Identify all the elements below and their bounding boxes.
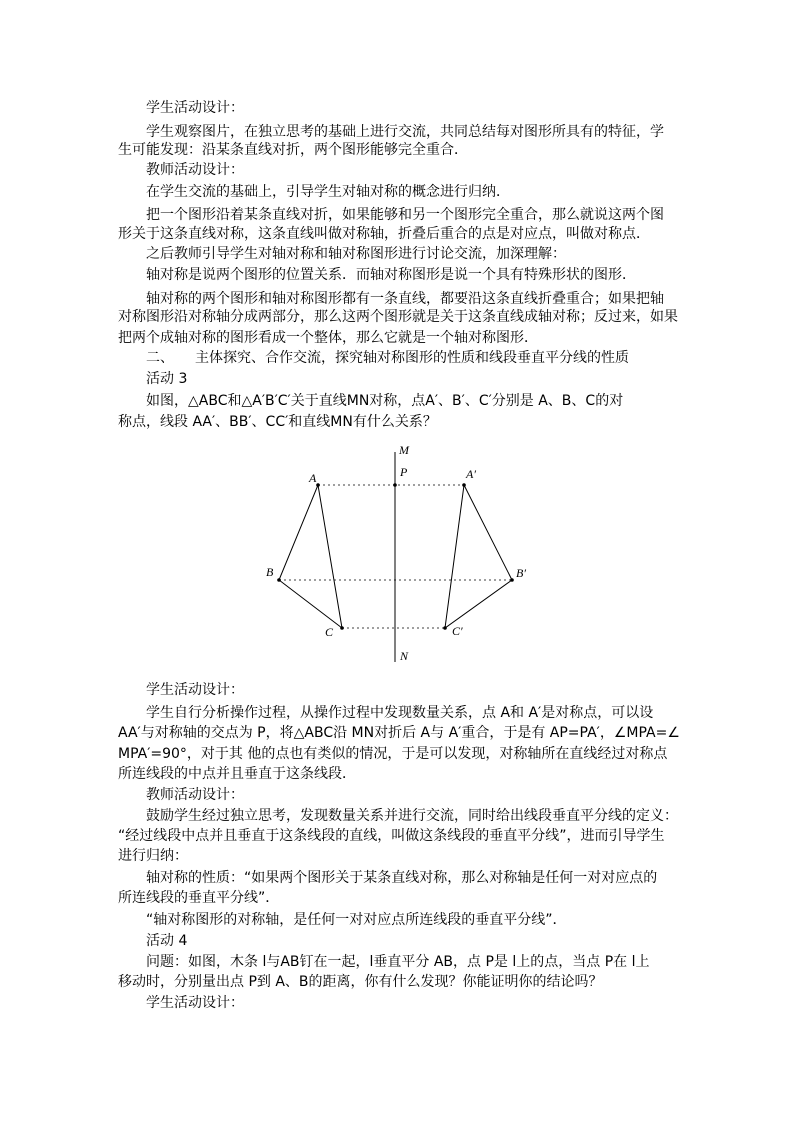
point-p	[393, 483, 397, 487]
text-line: 所连线段的垂直平分线”．	[118, 890, 280, 906]
text-line: 所连线段的中点并且垂直于这条线段．	[118, 766, 356, 782]
symmetry-figure	[260, 440, 540, 665]
label-n: N	[400, 649, 409, 663]
point-b-prime	[510, 578, 514, 582]
point-c	[340, 626, 344, 630]
text-line: AA′与对称轴的交点为 P，将△ABC沿 MN对折后 A与 A′重合，于是有 AP=PA′，∠MPA=∠	[118, 725, 680, 741]
text-line: 学生活动设计：	[146, 995, 244, 1011]
text-line: 学生观察图片，在独立思考的基础上进行交流，共同总结每对图形所具有的特征，学	[146, 124, 664, 140]
text-line: 学生自行分析操作过程，从操作过程中发现数量关系，点 A和 A′是对称点，可以设	[146, 705, 654, 721]
label-a-prime: A′	[466, 467, 476, 481]
activity-label: 活动 3	[146, 371, 188, 387]
point-b	[277, 578, 281, 582]
label-b: B	[266, 565, 274, 579]
text-line: 把一个图形沿着某条直线对折，如果能够和另一个图形完全重合，那么就说这两个图	[146, 207, 664, 223]
text-line: 教师活动设计：	[146, 787, 244, 803]
point-a	[316, 483, 320, 487]
label-a: A	[309, 471, 317, 485]
text-line: 如图，△ABC和△A′B′C′关于直线MN对称，点A′、B′、C′分别是 A、B、C的对	[146, 393, 624, 409]
section-heading: 二、 主体探究、合作交流，探究轴对称图形的性质和线段垂直平分线的性质	[146, 350, 629, 366]
text-line: 称点，线段 AA′、BB′、CC′和直线MN有什么关系？	[118, 414, 437, 430]
text-line: 鼓励学生经过独立思考，发现数量关系并进行交流，同时给出线段垂直平分线的定义：	[146, 808, 678, 824]
label-b-prime: B′	[516, 566, 526, 580]
text-line: MPA′=90°，对于其 他的点也有类似的情况，于是可以发现，对称轴所在直线经过对称点	[118, 746, 668, 762]
point-c-prime	[443, 626, 447, 630]
text-line: 轴对称的两个图形和轴对称图形都有一条直线，都要沿这条直线折叠重合；如果把轴	[146, 291, 664, 307]
text-line: 学生活动设计：	[146, 100, 244, 116]
point-a-prime	[462, 483, 466, 487]
text-line: 对称图形沿对称轴分成两部分，那么这两个图形就是关于这条直线成轴对称；反过来，如果	[118, 309, 678, 325]
label-c-prime: C′	[452, 624, 463, 638]
text-line: “轴对称图形的对称轴，是任何一对对应点所连线段的垂直平分线”．	[146, 912, 567, 928]
text-line: 轴对称是说两个图形的位置关系．而轴对称图形是说一个具有特殊形状的图形．	[146, 267, 636, 283]
text-line: 在学生交流的基础上，引导学生对轴对称的概念进行归纳．	[146, 184, 510, 200]
label-m: M	[399, 443, 409, 457]
text-line: 生可能发现：沿某条直线对折，两个图形能够完全重合．	[118, 142, 468, 158]
label-p: P	[400, 465, 408, 479]
text-line: 把两个成轴对称的图形看成一个整体，那么它就是一个轴对称图形．	[118, 330, 538, 346]
text-line: 移动时，分别量出点 P到 A、B的距离，你有什么发现？你能证明你的结论吗？	[118, 974, 603, 990]
activity-label: 活动 4	[146, 933, 188, 949]
triangle-abc	[279, 485, 342, 628]
text-line: 形关于这条直线对称，这条直线叫做对称轴，折叠后重合的点是对应点，叫做对称点．	[118, 226, 650, 242]
text-line: 教师活动设计：	[146, 162, 244, 178]
text-line: 学生活动设计：	[146, 682, 244, 698]
label-c: C	[325, 625, 334, 639]
text-line: 之后教师引导学生对轴对称和轴对称图形进行讨论交流，加深理解：	[146, 246, 566, 262]
text-line: “经过线段中点并且垂直于这条线段的直线，叫做这条线段的垂直平分线”，进而引导学生	[118, 828, 665, 844]
triangle-a-prime-b-prime-c-prime	[445, 485, 512, 628]
text-line: 问题：如图，木条 l与AB钉在一起，l垂直平分 AB，点 P是 l上的点，当点 P在 l上	[146, 954, 650, 970]
text-line: 轴对称的性质：“如果两个图形关于某条直线对称，那么对称轴是任何一对对应点的	[146, 870, 658, 886]
text-line: 进行归纳：	[118, 848, 188, 864]
